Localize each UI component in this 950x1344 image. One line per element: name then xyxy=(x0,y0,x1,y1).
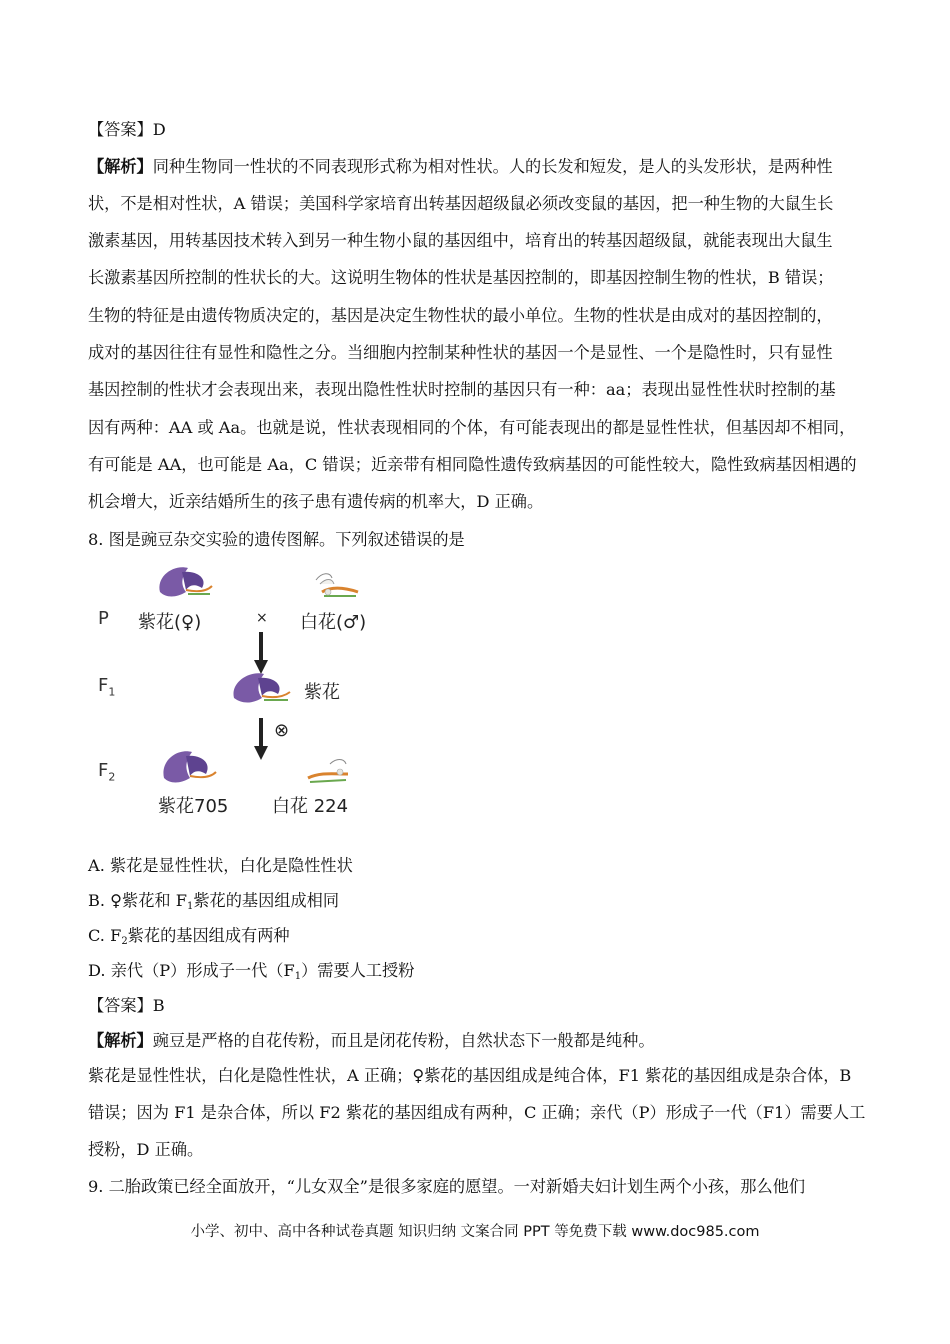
white-flower-icon xyxy=(302,570,366,606)
q7-analysis-line-1 xyxy=(88,157,833,177)
q7-analysis-line-9: 有可能是 AA，也可能是 Aa，C 错误；近亲带有相同隐性遗传致病基因的可能性较大，隐性致病基因相遇的 xyxy=(88,455,857,474)
q8-stem: 8. 图是豌豆杂交实验的遗传图解。下列叙述错误的是 xyxy=(88,530,465,549)
q7-analysis-line-3: 激素基因，用转基因技术转入到另一种生物小鼠的基因组中，培育出的转基因超级鼠，就能表现出大鼠生 xyxy=(88,231,833,250)
page-footer: 小学、初中、高中各种试卷真题 知识归纳 文案合同 PPT 等免费下载 www.doc985.com xyxy=(190,1224,760,1240)
option-c: C. $F_2$紫花的基因组成有两种 xyxy=(88,926,290,947)
q8-analysis-line-4: 授粉，D 正确。 xyxy=(88,1140,204,1159)
q7-analysis-line-2: 状，不是相对性状，A 错误；美国科学家培育出转基因超级鼠必须改变鼠的基因，把一种生物的大鼠生长 xyxy=(88,194,834,213)
q9-stem: 9. 二胎政策已经全面放开，“儿女双全”是很多家庭的愿望。一对新婚夫妇计划生两个小孩，那么他们 xyxy=(88,1177,806,1196)
q7-analysis-line-5: 生物的特征是由遗传物质决定的，基因是决定生物性状的最小单位。生物的性状是由成对的基因控制的， xyxy=(88,306,833,325)
option-b: B. ♀紫花和 $F_1$紫花的基因组成相同 xyxy=(88,891,340,912)
q8-analysis-line-3: 错误；因为 F1 是杂合体，所以 F2 紫花的基因组成有两种，C 正确；亲代（P）形成子一代（F1）需要人工 xyxy=(88,1103,866,1122)
down-arrow-icon xyxy=(253,718,269,762)
gen-label-f1: $F_1$ xyxy=(98,675,116,699)
q7-analysis-line-7: 基因控制的性状才会表现出来，表现出隐性性状时控制的基因只有一种：aa；表现出显性性状时控制的基 xyxy=(88,380,836,399)
p-female-label: 紫花(♀) xyxy=(138,612,202,633)
answer-tag: 【答案】 xyxy=(88,120,153,139)
f2-white-label: 白花 224 xyxy=(272,796,349,817)
q7-analysis-line-10: 机会增大，近亲结婚所生的孩子患有遗传病的机率大，D 正确。 xyxy=(88,492,544,511)
q7-analysis-line-4: 长激素基因所控制的性状长的大。这说明生物体的性状是基因控制的，即基因控制生物的性状，B 错误； xyxy=(88,268,834,287)
q7-analysis-line-6: 成对的基因往往有显性和隐性之分。当细胞内控制某种性状的基因一个是显性、一个是隐性时，只有显性 xyxy=(88,343,833,362)
answer-tag: 【答案】 xyxy=(88,996,153,1015)
analysis-tag: 【解析】 xyxy=(88,1031,153,1050)
option-a: A. 紫花是显性性状，白化是隐性性状 xyxy=(88,856,353,875)
analysis-text: 豌豆是严格的自花传粉，而且是闭花传粉，自然状态下一般都是纯种。 xyxy=(152,1031,655,1050)
q8-analysis-line-2: 紫花是显性性状，白化是隐性性状，A 正确；♀紫花的基因组成是纯合体，F1 紫花的基因组成是杂合体，B xyxy=(88,1066,852,1085)
analysis-text: 同种生物同一性状的不同表现形式称为相对性状。人的长发和短发，是人的头发形状，是两种性 xyxy=(152,157,833,176)
f2-purple-flower-icon xyxy=(156,746,220,790)
p-male-label: 白花(♂) xyxy=(300,612,367,633)
q7-analysis-line-8: 因有两种：AA 或 Aa。也就是说，性状表现相同的个体，有可能表现出的都是显性性状，但基因却不相同， xyxy=(88,418,856,437)
f2-purple-label: 紫花705 xyxy=(158,796,229,817)
answer-value: B xyxy=(152,996,165,1015)
answer-value: D xyxy=(152,120,166,139)
option-d: D. 亲代（P）形成子一代$(F_1)$需要人工授粉 xyxy=(88,961,415,982)
analysis-tag: 【解析】 xyxy=(88,157,153,176)
q8-analysis-line-1 xyxy=(88,1031,655,1051)
cross-symbol: × xyxy=(256,610,268,626)
gen-label-p: P xyxy=(98,608,109,629)
f1-label: 紫花 xyxy=(304,682,340,703)
q7-answer-line xyxy=(88,120,166,140)
purple-flower-icon xyxy=(152,562,216,604)
f2-white-flower-icon xyxy=(300,756,362,790)
f1-purple-flower-icon xyxy=(228,668,294,710)
selfing-symbol: ⊗ xyxy=(274,720,290,741)
gen-label-f2: $F_2$ xyxy=(98,760,116,784)
q8-answer-line xyxy=(88,996,165,1016)
pea-cross-diagram xyxy=(92,560,392,820)
